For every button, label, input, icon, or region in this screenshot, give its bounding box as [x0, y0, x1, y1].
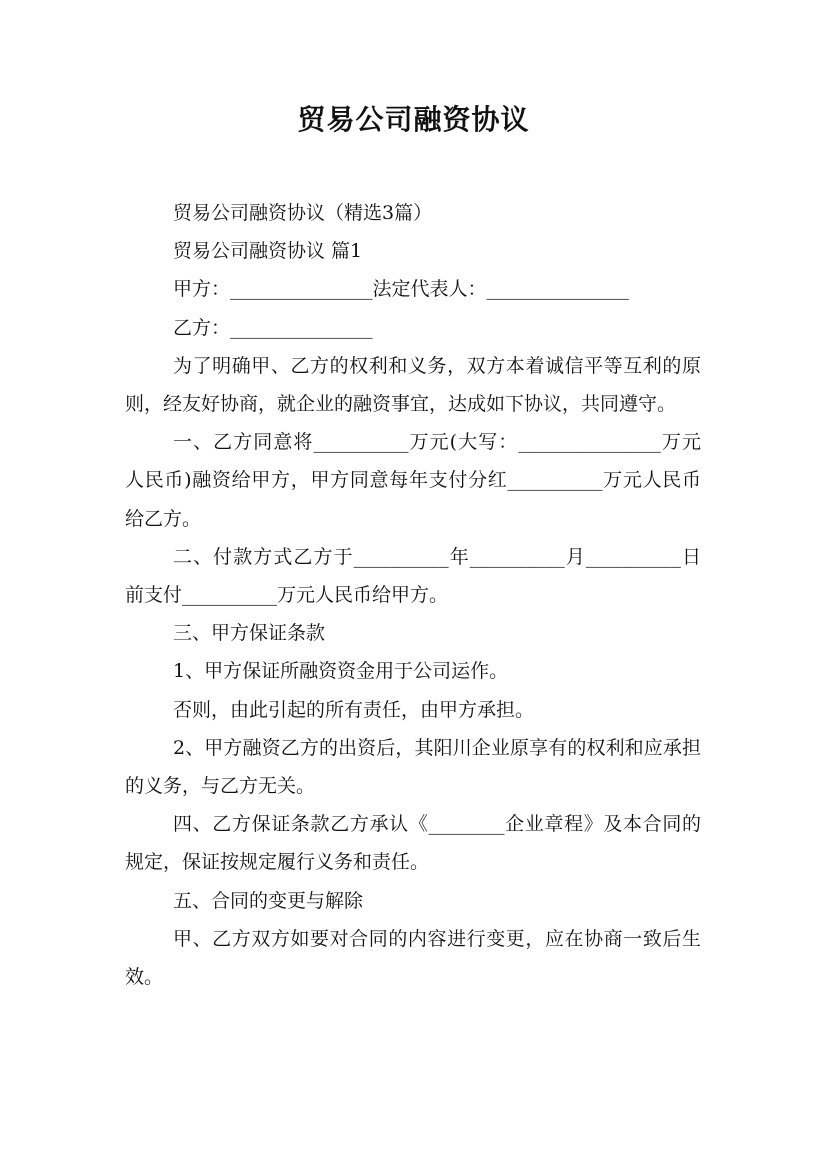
- paragraph-clause-1: 一、乙方同意将__________万元(大写：_______________万元人民币)融资给甲方，甲方同意每年支付分红__________万元人民币给乙方。: [125, 431, 701, 530]
- paragraph-section-heading: 贸易公司融资协议 篇1: [173, 240, 363, 263]
- paragraph-clause-3-item-2: 2、甲方融资乙方的出资后，其阳川企业原享有的权利和应承担的义务，与乙方无关。: [125, 736, 701, 798]
- paragraph-clause-3-item-1: 1、甲方保证所融资资金用于公司运作。: [173, 660, 509, 683]
- document-body: [125, 194, 701, 996]
- paragraph-party-a: 甲方：_______________法定代表人：_______________: [173, 278, 630, 301]
- paragraph-subtitle: 贸易公司融资协议（精选3篇）: [173, 202, 433, 224]
- paragraph-preamble: 为了明确甲、乙方的权利和义务，双方本着诚信平等互利的原则，经友好协商，就企业的融资事宜，达成如下协议，共同遵守。: [125, 354, 701, 416]
- paragraph-party-b: 乙方：_______________: [173, 316, 373, 339]
- paragraph-clause-3-heading: 三、甲方保证条款: [173, 622, 326, 645]
- paragraph-clause-3-note: 否则，由此引起的所有责任，由甲方承担。: [173, 698, 535, 721]
- paragraph-clause-5-heading: 五、合同的变更与解除: [173, 889, 364, 912]
- paragraph-clause-4: 四、乙方保证条款乙方承认《________企业章程》及本合同的规定，保证按规定履行义务和责任。: [125, 813, 701, 874]
- paragraph-clause-5-text: 甲、乙方双方如要对合同的内容进行变更，应在协商一致后生效。: [125, 927, 701, 989]
- document-title: 贸易公司融资协议: [297, 103, 530, 136]
- paragraph-clause-2: 二、付款方式乙方于__________年__________月__________日前支付__________万元人民币给甲方。: [125, 545, 701, 607]
